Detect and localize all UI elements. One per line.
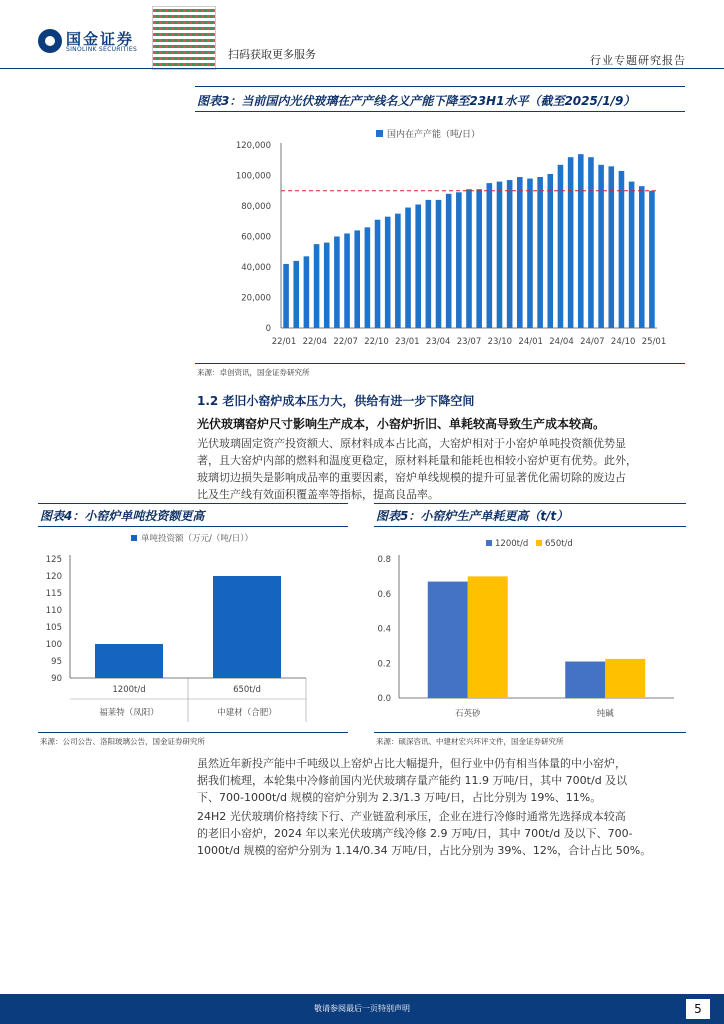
brand-logo-icon (38, 29, 62, 53)
y-tick-label: 40,000 (241, 263, 271, 273)
y-tick-label: 120,000 (235, 141, 271, 151)
x-tick-label: 22/07 (333, 337, 358, 347)
figure3-title-rule (195, 111, 685, 112)
y-tick-label: 95 (51, 657, 62, 667)
bar (619, 171, 625, 328)
paragraph-3 (197, 808, 687, 859)
bar (568, 157, 574, 328)
figure5-title-rule (374, 526, 686, 527)
bar (428, 582, 468, 698)
figure4-title-rule (38, 526, 348, 527)
figure4-title: 图表4：小窑炉单吨投资额更高 (40, 509, 205, 523)
x-tick-label: 25/01 (641, 337, 667, 347)
y-tick-label: 115 (45, 589, 62, 599)
bar (365, 227, 371, 328)
x-category-label: 纯碱 (596, 709, 614, 719)
bar (304, 256, 310, 328)
bar (649, 191, 655, 328)
figure5-title: 图表5：小窑炉生产单耗更高（t/t） (376, 509, 569, 523)
bar (293, 261, 299, 328)
bar (598, 165, 604, 328)
para3-line: 1000t/d 规模的窑炉分别为 1.14/0.34 万吨/日，占比分别为 39%、12%，合计占比 50%。 (197, 844, 652, 857)
bar (324, 243, 330, 328)
legend-swatch (131, 535, 137, 541)
qr-caption: 扫码获取更多服务 (228, 48, 316, 61)
y-tick-label: 110 (45, 606, 62, 616)
figure3-bottom-rule (195, 363, 685, 364)
bar (468, 576, 508, 698)
y-tick-label: 0.6 (377, 589, 391, 600)
bar (314, 244, 320, 328)
y-tick-label: 0.0 (377, 694, 391, 704)
bar (283, 264, 289, 328)
y-tick-label: 20,000 (241, 293, 271, 304)
bar (375, 220, 381, 328)
x-tick-label: 22/01 (271, 337, 297, 347)
legend-label: 1200t/d (495, 539, 529, 549)
y-tick-label: 90 (51, 674, 62, 684)
bar (629, 182, 635, 328)
x-category-label: 650t/d (233, 685, 261, 695)
header-divider (0, 68, 724, 69)
bar (446, 194, 452, 328)
y-tick-label: 60,000 (241, 232, 271, 243)
x-tick-label: 23/04 (425, 337, 451, 347)
report-type: 行业专题研究报告 (590, 54, 686, 67)
x-tick-label: 24/10 (610, 337, 636, 347)
page-number: 5 (686, 999, 710, 1019)
x-category-label: 1200t/d (112, 685, 146, 695)
x-category-label: 石英砂 (454, 709, 481, 719)
legend-label: 国内在产产能（吨/日） (387, 130, 481, 140)
x-tick-label: 23/01 (395, 337, 420, 347)
bar (213, 576, 281, 678)
y-tick-label: 0.8 (377, 555, 391, 565)
figure3-source: 来源：卓创资讯，国金证券研究所 (197, 368, 310, 377)
figure3-plot (236, 128, 666, 347)
bar (588, 157, 594, 328)
para1-line: 比及生产线有效面积覆盖率等指标，提高良品率。 (197, 488, 439, 501)
para1-line: 光伏玻璃固定资产投资额大、原材料成本占比高，大窑炉相对于小窑炉单吨投资额优势显 (197, 437, 626, 450)
bar (436, 200, 442, 328)
y-tick-label: 120 (45, 572, 62, 582)
bar (405, 208, 411, 328)
paragraph-1 (197, 435, 687, 503)
bar (527, 179, 533, 328)
bar (456, 192, 462, 328)
y-tick-label: 0.4 (377, 624, 391, 635)
bar (507, 180, 513, 328)
bar (426, 200, 432, 328)
y-tick-label: 0.2 (377, 659, 391, 670)
legend-swatch (536, 540, 542, 546)
figure5-chart (374, 528, 686, 728)
legend-swatch (486, 540, 492, 546)
x-subcategory-label: 中建材（合肥） (217, 708, 277, 718)
x-tick-label: 24/07 (580, 337, 605, 347)
para2-line: 据我们梳理，本轮集中冷修前国内光伏玻璃存量产能约 11.9 万吨/日，其中 700t/d 及以 (197, 774, 628, 787)
bar (605, 659, 645, 698)
x-tick-label: 24/01 (518, 337, 543, 347)
bar (95, 644, 163, 678)
figure4-bottom-rule (38, 732, 348, 733)
y-tick-label: 100 (45, 640, 62, 650)
y-tick-label: 0 (265, 324, 271, 334)
bar (517, 177, 523, 328)
x-tick-label: 23/07 (456, 337, 482, 347)
section-bold-line: 光伏玻璃窑炉尺寸影响生产成本，小窑炉折旧、单耗较高导致生产成本较高。 (197, 417, 606, 431)
bar (415, 204, 421, 328)
bar (487, 183, 493, 328)
section-heading: 1.2 老旧小窑炉成本压力大，供给有进一步下降空间 (197, 394, 475, 408)
bar (558, 165, 564, 328)
figure3-chart (195, 115, 685, 360)
figure4-plot (46, 533, 306, 722)
para3-line: 24H2 光伏玻璃价格持续下行、产业链盈利承压，企业在进行冷修时通常先选择成本较高 (197, 810, 626, 823)
bar (639, 186, 645, 328)
bar (466, 189, 472, 328)
figure3-title: 图表3：当前国内光伏玻璃在产产线名义产能下降至23H1水平（截至2025/1/9） (197, 94, 636, 108)
bar (497, 182, 503, 328)
bar (548, 174, 554, 328)
y-tick-label: 100,000 (235, 171, 271, 182)
bar (385, 217, 391, 328)
paragraph-2 (197, 755, 687, 806)
bar (395, 214, 401, 328)
bar (476, 189, 482, 328)
figure4-source: 来源：公司公告、洛阳玻璃公告，国金证券研究所 (40, 737, 205, 746)
legend-label: 单吨投资额（万元/（吨/日）） (141, 534, 253, 544)
figure5-source: 来源：硕深咨讯、中建材宏兴环评文件，国金证券研究所 (376, 737, 564, 746)
bar (537, 177, 543, 328)
x-subcategory-label: 福莱特（凤阳） (99, 708, 159, 718)
bar (354, 230, 360, 328)
brand-name-cn: 国金证券 (66, 30, 135, 48)
figure4-top-rule (38, 503, 348, 504)
legend-swatch (376, 130, 383, 137)
bar (565, 662, 605, 698)
para2-line: 虽然近年新投产能中千吨级以上窑炉占比大幅提升，但行业中仍有相当体量的中小窑炉， (197, 757, 626, 770)
bar (334, 237, 340, 329)
y-tick-label: 105 (45, 623, 62, 633)
brand-name-en: SINOLINK SECURITIES (66, 46, 138, 53)
footer-disclaimer: 敬请参阅最后一页特别声明 (314, 1004, 410, 1013)
bar (344, 233, 350, 328)
para1-line: 玻璃切边损失是影响成品率的重要因素，窑炉单线规模的提升可显著优化需切除的废边占 (197, 471, 626, 484)
figure5-top-rule (374, 503, 686, 504)
x-tick-label: 22/10 (364, 337, 389, 347)
x-tick-label: 24/04 (549, 337, 574, 347)
figure4-chart (38, 528, 348, 728)
legend-label: 650t/d (545, 539, 573, 549)
x-tick-label: 23/10 (487, 337, 513, 347)
y-tick-label: 80,000 (241, 202, 271, 212)
qr-code-icon[interactable] (152, 6, 216, 70)
y-tick-label: 125 (45, 555, 62, 565)
para2-line: 下、700-1000t/d 规模的窑炉分别为 2.3/1.3 万吨/日，占比分别为 19%、11%。 (197, 791, 602, 804)
para3-line: 的老旧小窑炉，2024 年以来光伏玻璃产线冷修 2.9 万吨/日，其中 700t/d 及以下、700- (197, 827, 633, 840)
bar (578, 154, 584, 328)
para1-line: 著，且大窑炉内部的燃料和温度更稳定，原材料耗量和能耗也相较小窑炉更有优势。此外， (197, 454, 637, 467)
figure3-top-rule (195, 86, 685, 87)
figure5-plot (377, 539, 674, 719)
x-tick-label: 22/04 (302, 337, 328, 347)
figure5-bottom-rule (374, 732, 686, 733)
